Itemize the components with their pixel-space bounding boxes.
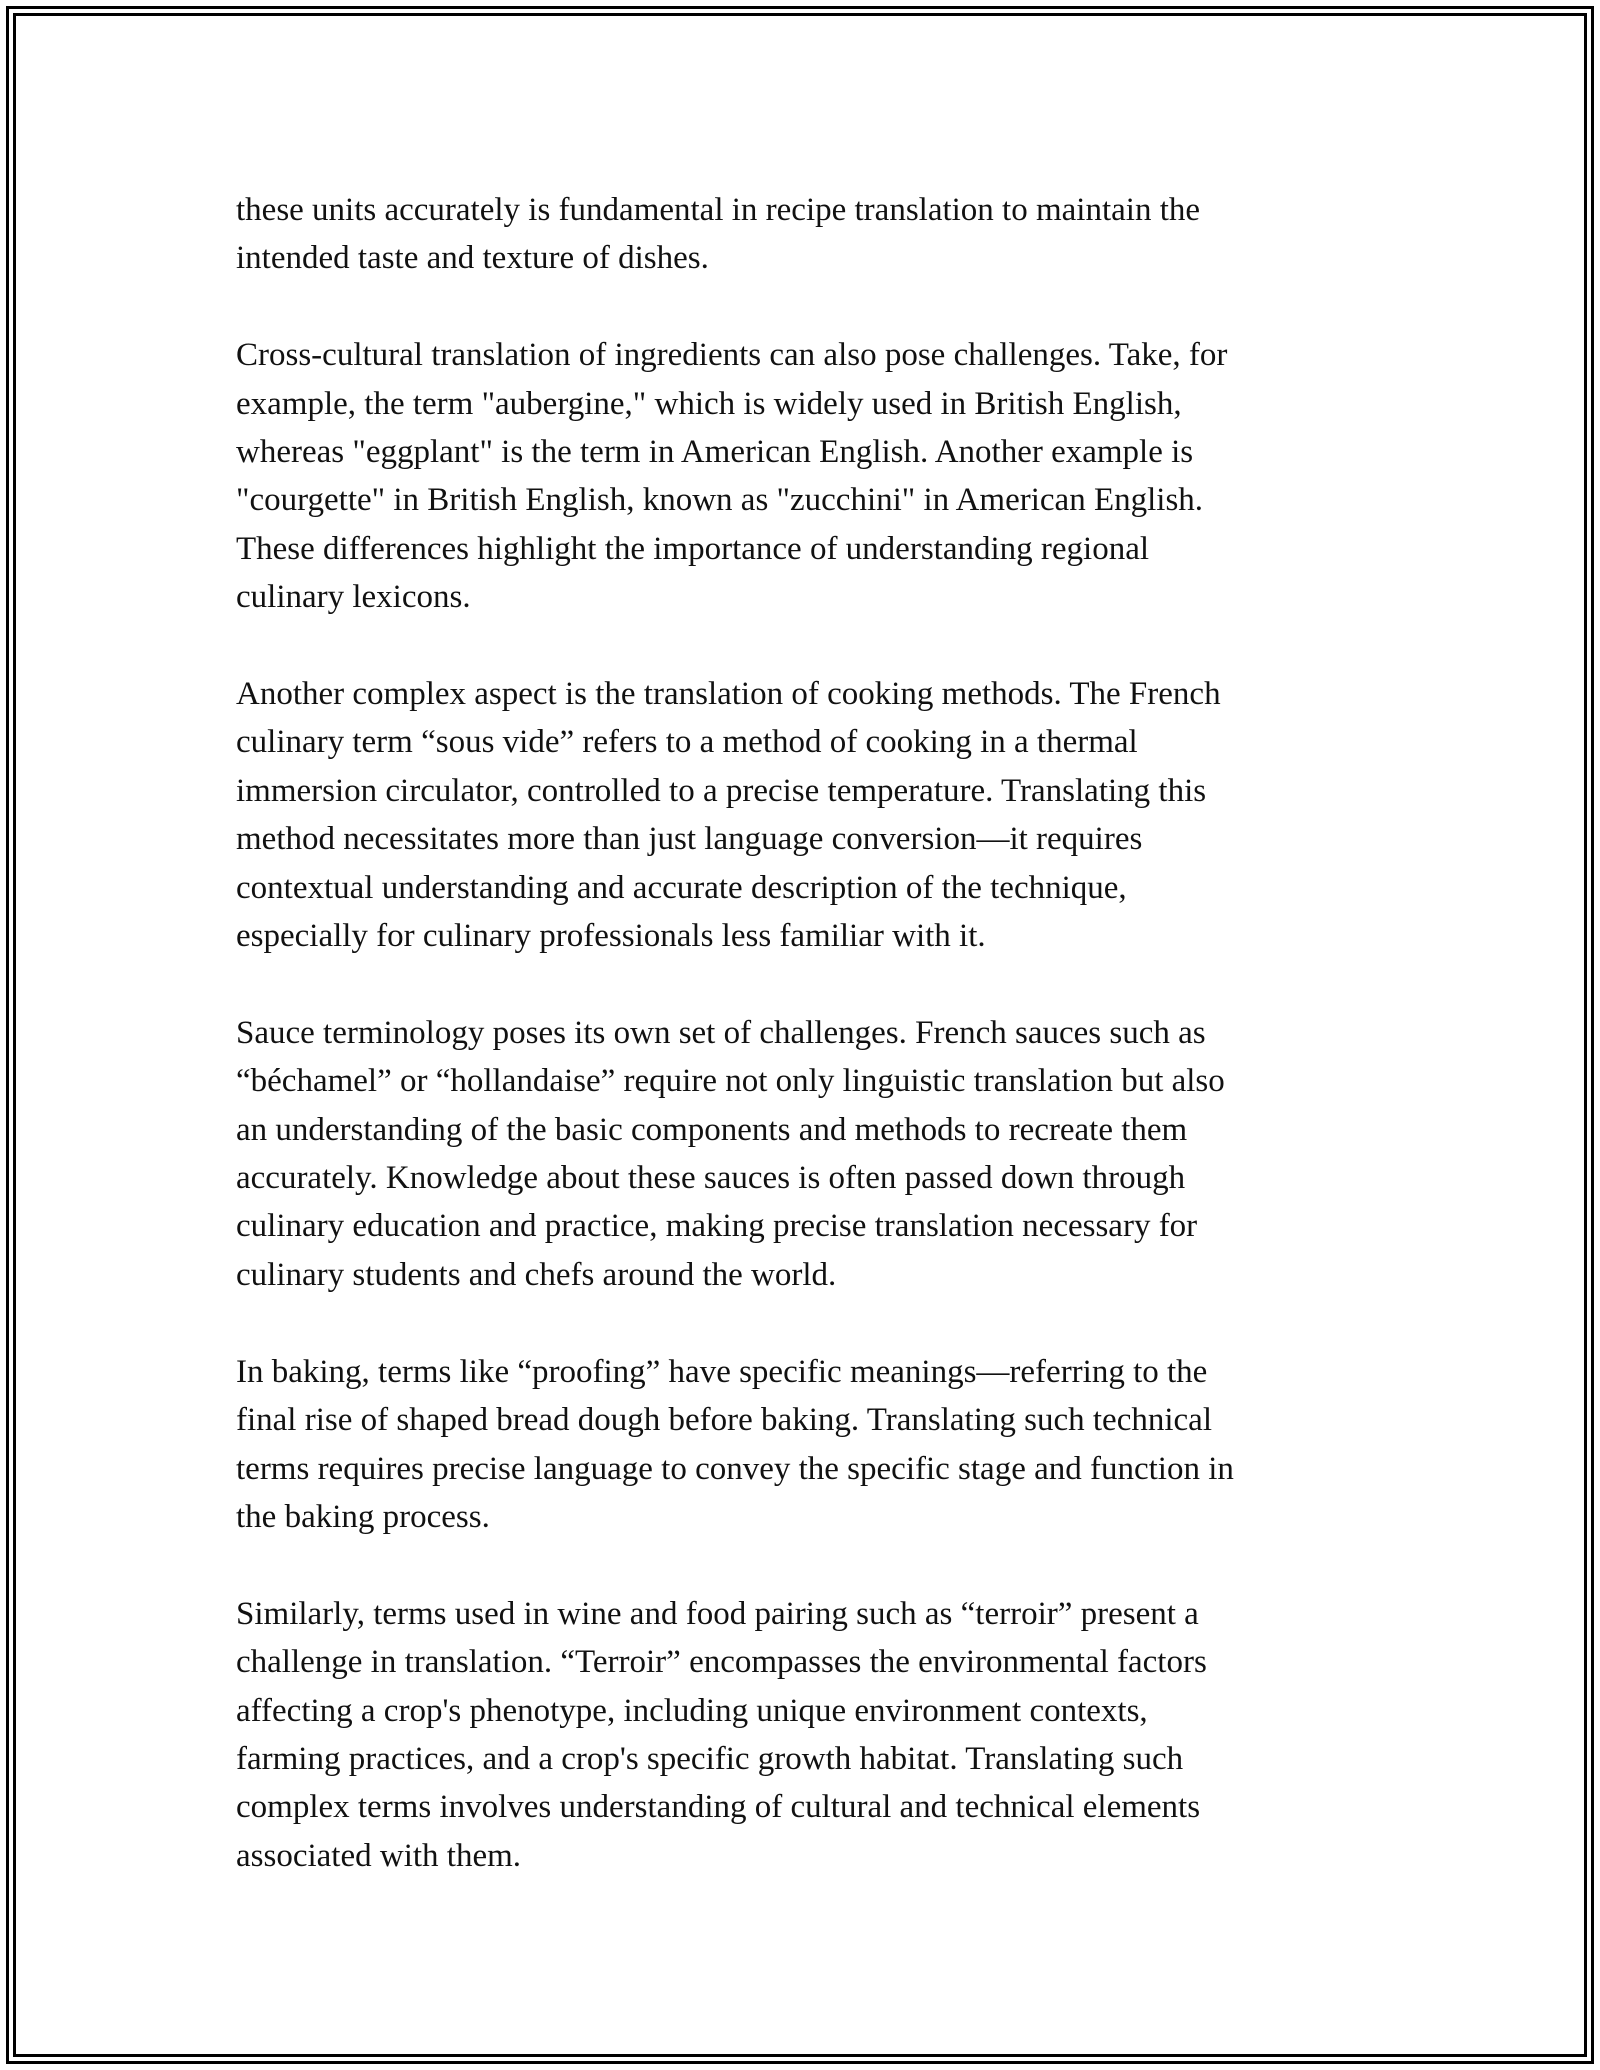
text-line: example, the term "aubergine," which is widely used in British English, bbox=[236, 385, 1182, 422]
text-line: culinary term “sous vide” refers to a method of cooking in a thermal bbox=[236, 724, 1138, 761]
text-line: immersion circulator, controlled to a precise temperature. Translating this bbox=[236, 772, 1207, 809]
paragraph bbox=[236, 1009, 1356, 1299]
text-line: Another complex aspect is the translation of cooking methods. The French bbox=[236, 676, 1221, 713]
text-line: contextual understanding and accurate description of the technique, bbox=[236, 869, 1127, 906]
text-line: terms requires precise language to convey the specific stage and function in bbox=[236, 1450, 1234, 1487]
text-line: challenge in translation. “Terroir” encompasses the environmental factors bbox=[236, 1644, 1207, 1681]
text-line: In baking, terms like “proofing” have specific meanings—referring to the bbox=[236, 1353, 1208, 1390]
text-line: affecting a crop's phenotype, including unique environment contexts, bbox=[236, 1692, 1148, 1729]
paragraph bbox=[236, 186, 1356, 283]
text-line: Sauce terminology poses its own set of challenges. French sauces such as bbox=[236, 1014, 1206, 1051]
text-line: culinary education and practice, making precise translation necessary for bbox=[236, 1208, 1198, 1245]
text-line: the baking process. bbox=[236, 1498, 490, 1535]
text-line: accurately. Knowledge about these sauces is often passed down through bbox=[236, 1160, 1186, 1197]
text-line: farming practices, and a crop's specific growth habitat. Translating such bbox=[236, 1740, 1184, 1777]
text-line: method necessitates more than just language conversion—it requires bbox=[236, 821, 1143, 858]
document-body bbox=[236, 186, 1356, 1929]
text-line: culinary students and chefs around the world. bbox=[236, 1256, 837, 1293]
text-line: an understanding of the basic components and methods to recreate them bbox=[236, 1111, 1188, 1148]
paragraph bbox=[236, 1590, 1356, 1880]
text-line: whereas "eggplant" is the term in American English. Another example is bbox=[236, 434, 1194, 471]
text-line: intended taste and texture of dishes. bbox=[236, 240, 709, 277]
paragraph bbox=[236, 331, 1356, 621]
text-line: Cross-cultural translation of ingredients can also pose challenges. Take, for bbox=[236, 337, 1228, 374]
text-line: culinary lexicons. bbox=[236, 579, 471, 616]
text-line: associated with them. bbox=[236, 1837, 522, 1874]
text-line: complex terms involves understanding of cultural and technical elements bbox=[236, 1789, 1201, 1826]
text-line: final rise of shaped bread dough before baking. Translating such technical bbox=[236, 1402, 1212, 1439]
paragraph bbox=[236, 1348, 1356, 1542]
text-line: "courgette" in British English, known as "zucchini" in American English. bbox=[236, 482, 1204, 519]
text-line: These differences highlight the importance of understanding regional bbox=[236, 530, 1150, 567]
text-line: especially for culinary professionals less familiar with it. bbox=[236, 918, 986, 955]
text-line: Similarly, terms used in wine and food pairing such as “terroir” present a bbox=[236, 1595, 1199, 1632]
text-line: these units accurately is fundamental in recipe translation to maintain the bbox=[236, 192, 1201, 228]
text-line: “béchamel” or “hollandaise” require not only linguistic translation but also bbox=[236, 1063, 1225, 1100]
paragraph bbox=[236, 670, 1356, 960]
